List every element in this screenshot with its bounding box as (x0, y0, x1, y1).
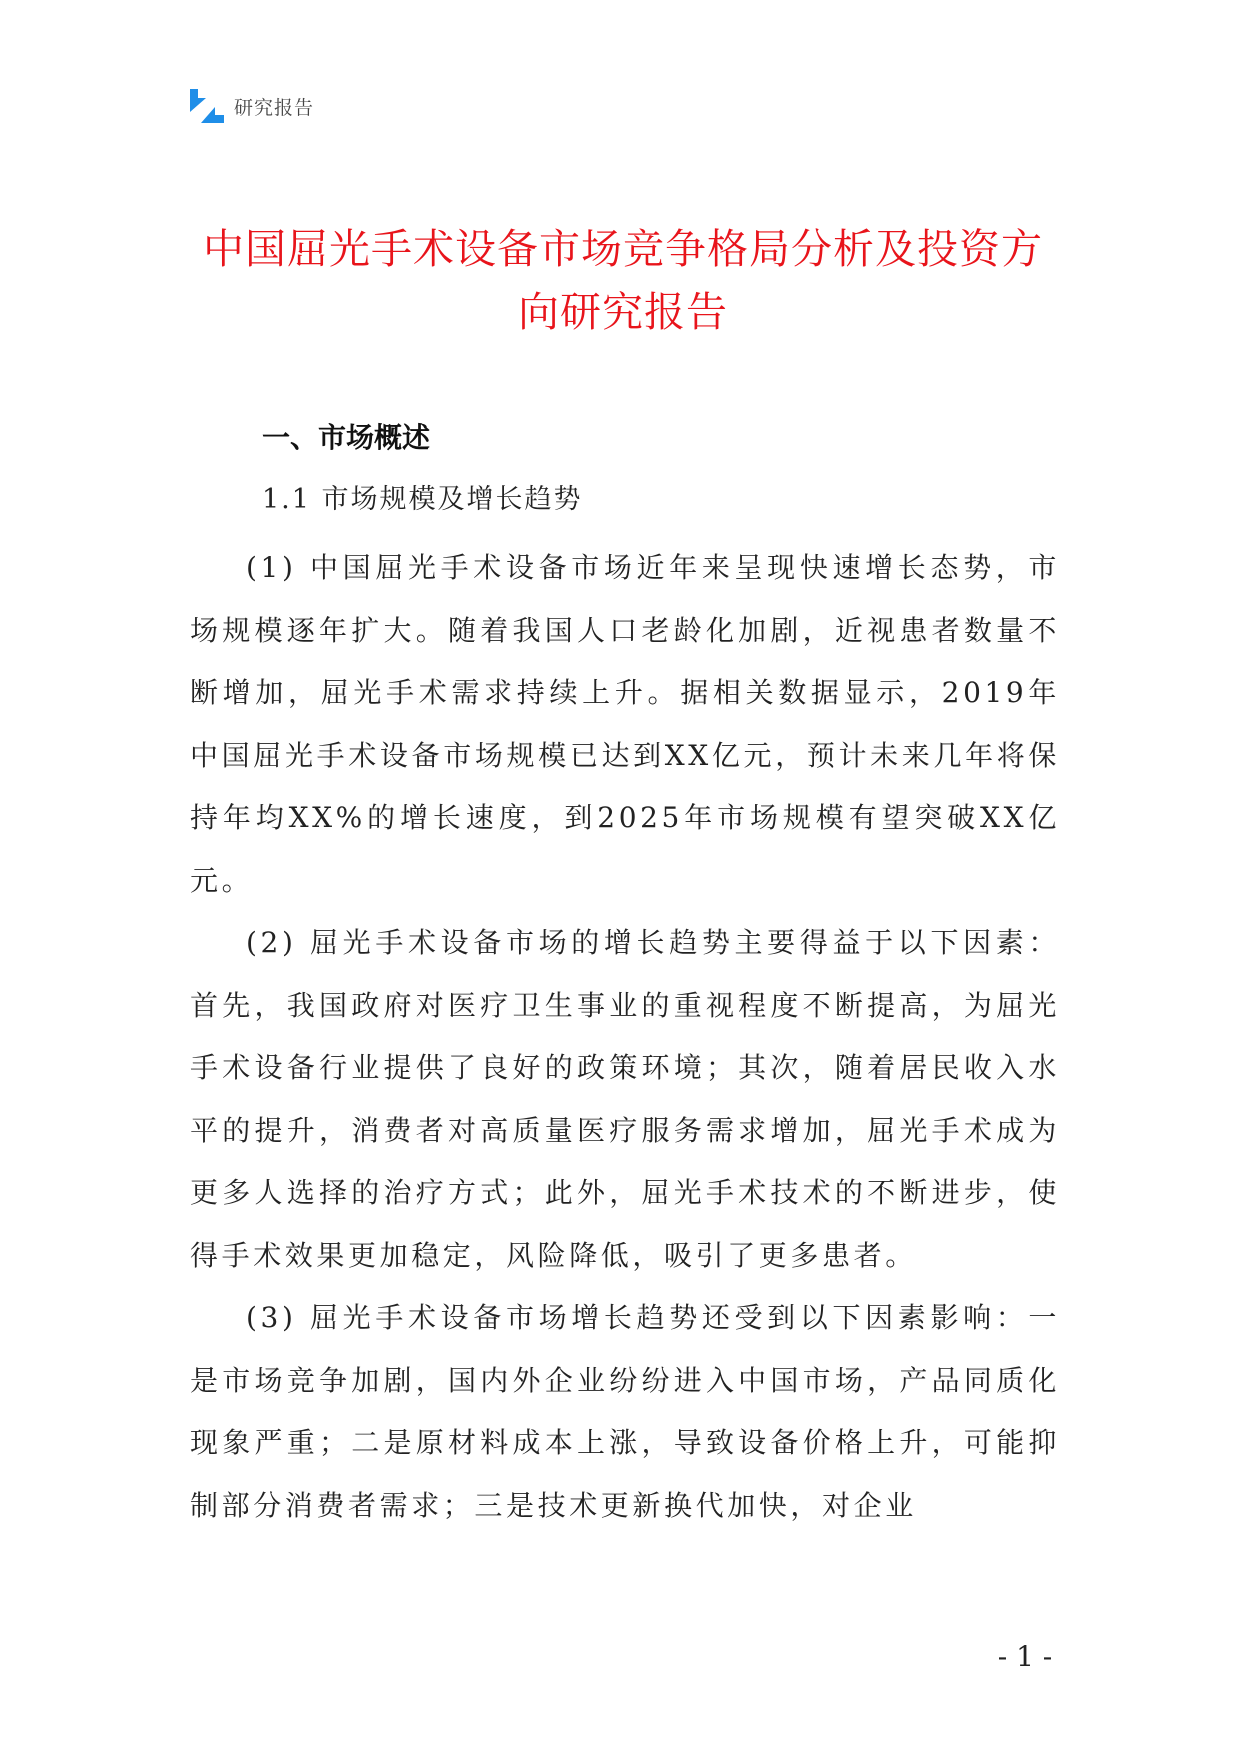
document-title: 中国屈光手术设备市场竞争格局分析及投资方向研究报告 (203, 225, 1043, 336)
section-heading: 一、市场概述 (262, 421, 431, 454)
page-header (190, 88, 314, 124)
body-text (190, 537, 1060, 1537)
paragraph-1: (1) 中国屈光手术设备市场近年来呈现快速增长态势，市场规模逐年扩大。随着我国人口老龄化加剧，近视患者数量不断增加，屈光手术需求持续上升。据相关数据显示，2019年中国屈光手术设备市场规模已达到XX亿元，预计未来几年将保持年均XX%的增长速度，到2025年市场规模有望突破XX亿元。 (190, 551, 1060, 897)
paragraph-3: (3) 屈光手术设备市场增长趋势还受到以下因素影响：一是市场竞争加剧，国内外企业纷纷进入中国市场，产品同质化现象严重；二是原材料成本上涨，导致设备价格上升，可能抑制部分消费者需求；三是技术更新换代加快，对企业 (190, 1301, 1060, 1522)
paragraph-2: (2) 屈光手术设备市场的增长趋势主要得益于以下因素：首先，我国政府对医疗卫生事业的重视程度不断提高，为屈光手术设备行业提供了良好的政策环境；其次，随着居民收入水平的提升，消费者对高质量医疗服务需求增加，屈光手术成为更多人选择的治疗方式；此外，屈光手术技术的不断进步，使得手术效果更加稳定，风险降低，吸引了更多患者。 (190, 926, 1060, 1272)
arrow-logo-icon (190, 89, 224, 123)
sub-heading: 1.1 市场规模及增长趋势 (262, 484, 583, 515)
header-label: 研究报告 (234, 96, 315, 119)
page-number: - 1 - (997, 1640, 1053, 1673)
